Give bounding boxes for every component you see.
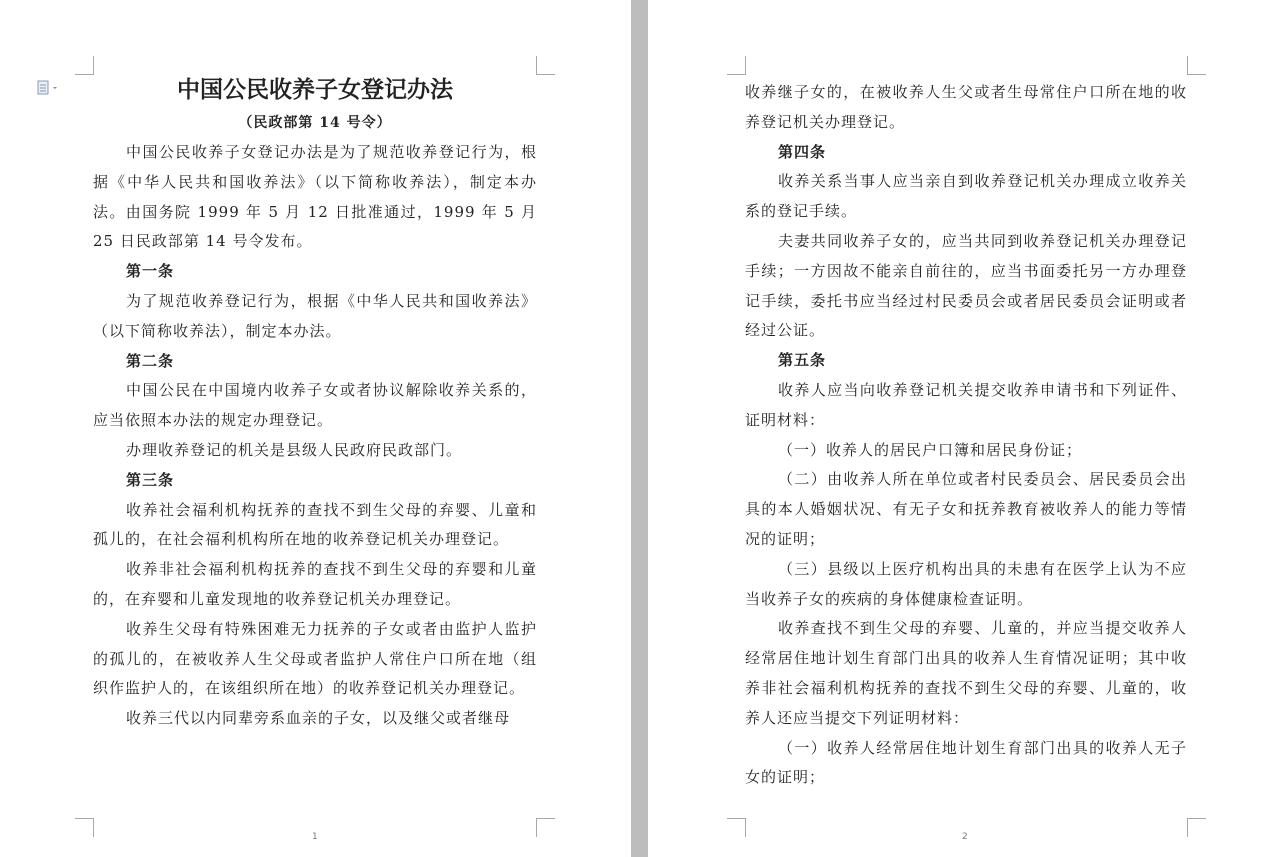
article-heading: 第五条	[778, 351, 827, 370]
body-paragraph: （三）县级以上医疗机构出具的未患有在医学上认为不应当收养子女的疾病的身体健康检查证明。	[745, 559, 1187, 608]
margin-corner-top-right	[536, 56, 555, 75]
body-paragraph: 收养三代以内同辈旁系血亲的子女，以及继父或者继母	[126, 709, 511, 728]
body-paragraph: 收养继子女的，在被收养人生父或者生母常住户口所在地的收养登记机关办理登记。	[745, 83, 1187, 131]
body-paragraph: 收养人应当向收养登记机关提交收养申请书和下列证件、证明材料：	[745, 380, 1187, 429]
document-page-1	[0, 0, 631, 857]
body-paragraph: （一）收养人的居民户口簿和居民身份证；	[778, 440, 1083, 459]
page-number: 2	[962, 832, 968, 842]
document-page-2	[648, 0, 1284, 857]
document-title: 中国公民收养子女登记办法	[177, 77, 453, 103]
page-2-paragraphs	[745, 78, 1187, 793]
body-paragraph: （一）收养人经常居住地计划生育部门出具的收养人无子女的证明；	[745, 738, 1187, 787]
article-heading: 第三条	[126, 470, 175, 489]
paste-options-icon[interactable]	[36, 80, 62, 96]
margin-corner-top-right	[1187, 56, 1206, 75]
margin-corner-top-left	[727, 56, 746, 75]
margin-corner-bottom-right	[1187, 818, 1206, 837]
article-heading: 第四条	[778, 142, 827, 161]
margin-corner-bottom-left	[727, 818, 746, 837]
body-paragraph: 收养查找不到生父母的弃婴、儿童的，并应当提交收养人经常居住地计划生育部门出具的收养人生育情况证明；其中收养非社会福利机构抚养的查找不到生父母的弃婴、儿童的，收养人还应当提交下列证明材料：	[745, 619, 1187, 727]
margin-corner-bottom-right	[536, 818, 555, 837]
body-paragraph: 办理收养登记的机关是县级人民政府民政部门。	[126, 440, 463, 459]
margin-corner-bottom-left	[75, 818, 94, 837]
body-paragraph: 中国公民收养子女登记办法是为了规范收养登记行为，根据《中华人民共和国收养法》（以下简称收养法），制定本办法。由国务院 1999 年 5 月 12 日批准通过，1999 年 5 月 25 日民政部第 14 号令发布。	[93, 143, 537, 251]
document-subtitle: （民政部第 14 号令）	[238, 115, 392, 131]
body-paragraph: 收养非社会福利机构抚养的查找不到生父母的弃婴和儿童的，在弃婴和儿童发现地的收养登记机关办理登记。	[93, 560, 537, 608]
body-paragraph: 中国公民在中国境内收养子女或者协议解除收养关系的，应当依照本办法的规定办理登记。	[93, 381, 537, 430]
body-paragraph: 收养生父母有特殊困难无力抚养的子女或者由监护人监护的孤儿的，在被收养人生父母或者监护人常住户口所在地（组织作监护人的，在该组织所在地）的收养登记机关办理登记。	[93, 619, 537, 698]
body-paragraph: 夫妻共同收养子女的，应当共同到收养登记机关办理登记手续；一方因故不能亲自前往的，应当书面委托另一方办理登记手续，委托书应当经过村民委员会或者居民委员会证明或者经过公证。	[745, 231, 1187, 340]
body-paragraph: 收养关系当事人应当亲自到收养登记机关办理成立收养关系的登记手续。	[745, 172, 1187, 221]
body-paragraph: （二）由收养人所在单位或者村民委员会、居民委员会出具的本人婚姻状况、有无子女和抚养教育被收养人的能力等情况的证明；	[745, 470, 1187, 548]
body-paragraph: 收养社会福利机构抚养的查找不到生父母的弃婴、儿童和孤儿的，在社会福利机构所在地的收养登记机关办理登记。	[93, 500, 537, 549]
body-paragraph: 为了规范收养登记行为，根据《中华人民共和国收养法》（以下简称收养法），制定本办法。	[93, 291, 537, 340]
article-heading: 第二条	[126, 351, 175, 370]
page-1-body[interactable]	[93, 72, 537, 734]
page-2-body[interactable]	[745, 78, 1187, 793]
article-heading: 第一条	[126, 262, 175, 281]
page-number: 1	[312, 832, 318, 842]
margin-corner-top-left	[75, 56, 94, 75]
page-1-paragraphs	[93, 138, 537, 734]
